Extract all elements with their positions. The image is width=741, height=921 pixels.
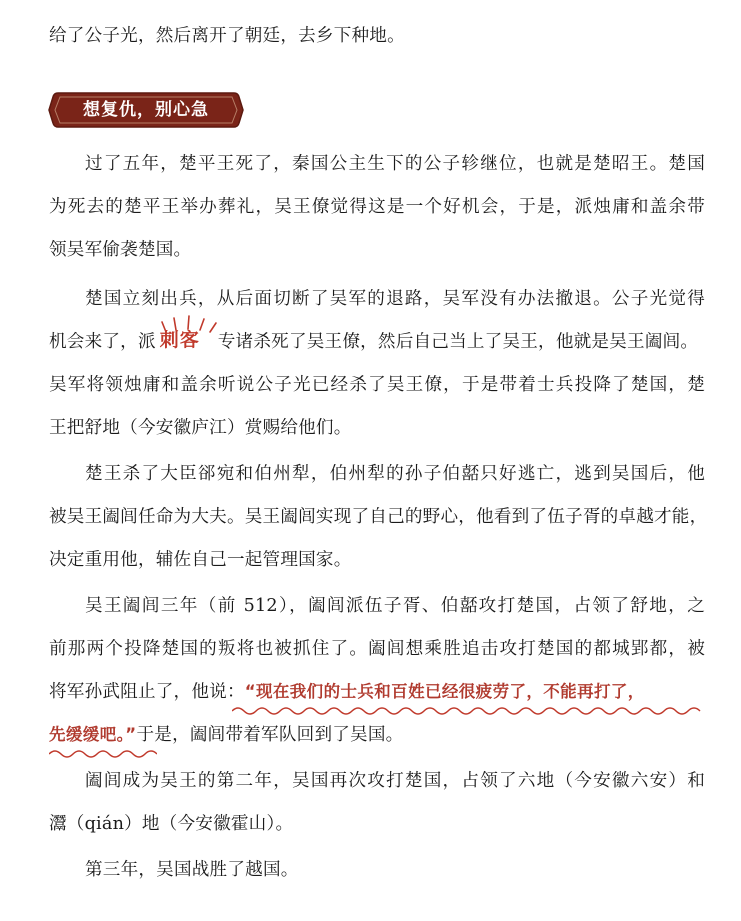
text-line: 给了公子光，然后离开了朝廷，去乡下种地。	[49, 26, 405, 46]
highlight-assassin	[156, 330, 218, 354]
handwritten-quote-end: 先缓缓吧。”	[49, 725, 137, 744]
text-line: 灊（qián）地（今安徽霍山）。	[49, 814, 294, 834]
text-segment: 于是，阖闾带着军队回到了吴国。	[136, 725, 404, 745]
squiggle-underline-icon	[232, 706, 704, 716]
squiggle-underline-icon	[49, 749, 157, 759]
section-heading-banner	[48, 90, 244, 130]
text-line: 决定重用他，辅佐自己一起管理国家。	[49, 550, 352, 570]
text-segment: 机会来了，派	[49, 332, 156, 352]
text-line: 第三年，吴国战胜了越国。	[85, 860, 299, 880]
text-segment: 将军孙武阻止了，他说：	[49, 682, 245, 702]
highlight-assassin-text: 刺客	[159, 329, 200, 351]
handwritten-quote: “现在我们的士兵和百姓已经很疲劳了，不能再打了，	[244, 682, 645, 701]
text-line: 过了五年，楚平王死了，秦国公主生下的公子轸继位，也就是楚昭王。楚国	[85, 154, 705, 174]
text-segment: 专诸杀死了吴王僚，然后自己当上了吴王，他就是吴王阖闾。	[217, 332, 699, 352]
text-line: 楚国立刻出兵，从后面切断了吴军的退路，吴军没有办法撤退。公子光觉得	[85, 289, 705, 309]
text-line: 领吴军偷袭楚国。	[49, 240, 192, 260]
text-line: 吴军将领烛庸和盖余听说公子光已经杀了吴王僚，于是带着士兵投降了楚国，楚	[49, 375, 705, 395]
text-line-quote	[49, 680, 705, 704]
text-line: 为死去的楚平王举办葬礼，吴王僚觉得这是一个好机会，于是，派烛庸和盖余带	[49, 197, 705, 217]
text-line: 被吴王阖闾任命为大夫。吴王阖闾实现了自己的野心，他看到了伍子胥的卓越才能，	[49, 507, 708, 527]
text-line: 前那两个投降楚国的叛将也被抓住了。阖闾想乘胜追击攻打楚国的都城郢都，被	[49, 639, 705, 659]
text-line: 王把舒地（今安徽庐江）赏赐给他们。	[49, 418, 352, 438]
text-line-quote-end	[49, 723, 705, 747]
text-line-assassin	[49, 330, 705, 354]
section-heading: 想复仇，别心急	[83, 100, 209, 120]
text-line: 吴王阖闾三年（前 512），阖闾派伍子胥、伯嚭攻打楚国，占领了舒地，之	[85, 596, 705, 616]
text-line: 阖闾成为吴王的第二年，吴国再次攻打楚国，占领了六地（今安徽六安）和	[85, 771, 705, 791]
text-line: 楚王杀了大臣郤宛和伯州犁，伯州犁的孙子伯嚭只好逃亡，逃到吴国后，他	[85, 464, 705, 484]
